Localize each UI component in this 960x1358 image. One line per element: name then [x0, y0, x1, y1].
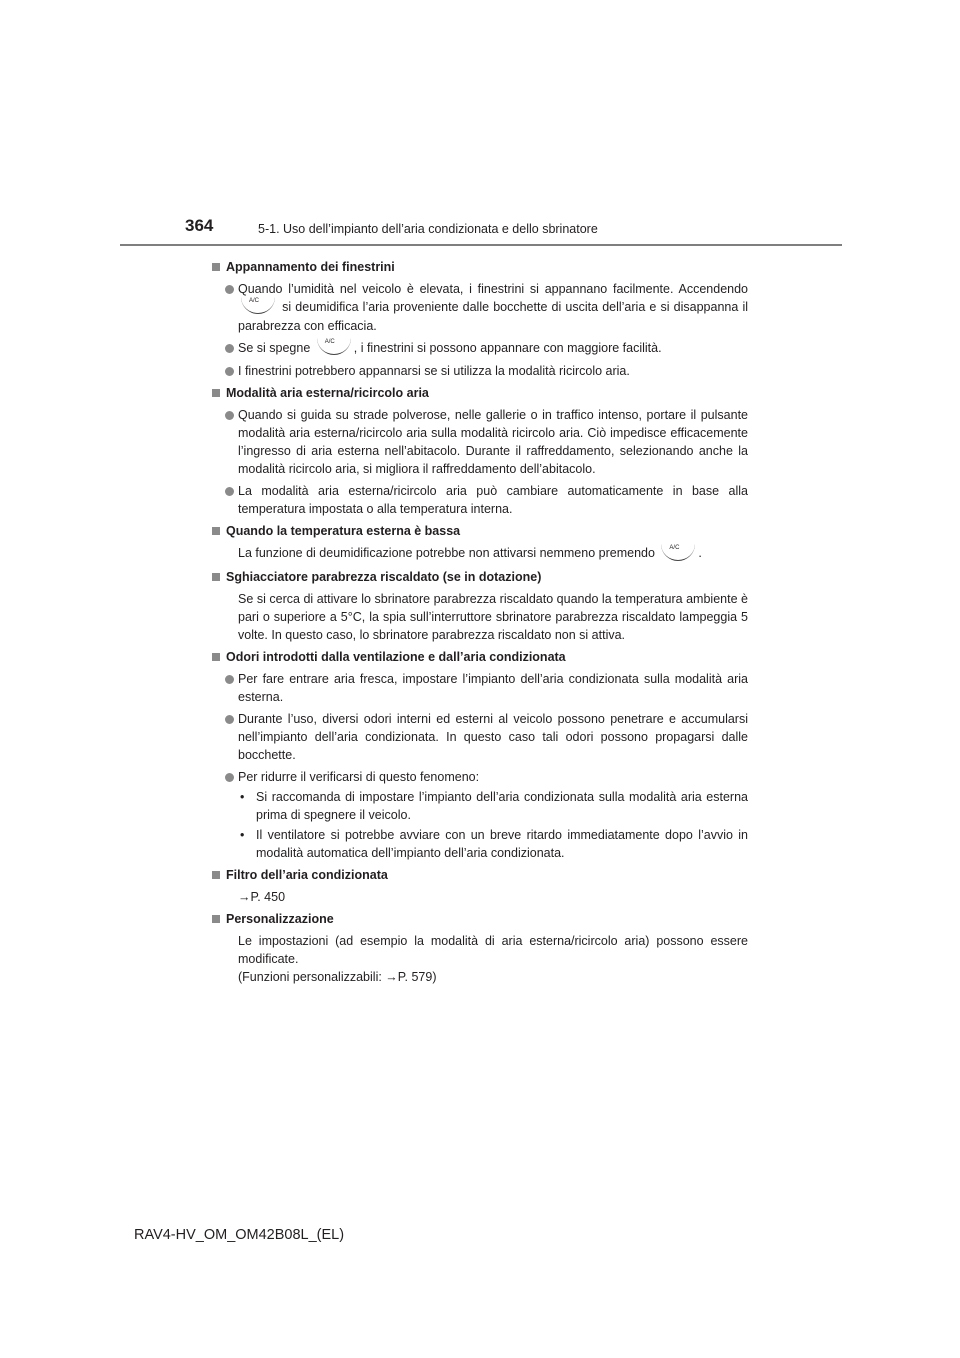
ac-button-icon — [241, 295, 275, 314]
heading-custom: Personalizzazione — [212, 910, 748, 928]
para-low-temp — [212, 544, 748, 563]
text: La funzione di deumidificazione potrebbe non attivarsi nemmeno premendo — [238, 546, 655, 561]
bullet-odors-2: Durante l’uso, diversi odori interni ed esterni al veicolo possono penetrare e accumularsi nell’impianto dell’aria condizionata. In questo caso tali odori possono propagarsi dalle bocchette. — [212, 710, 748, 764]
text: Le impostazioni (ad esempio la modalità di aria esterna/ricircolo aria) possono essere modificate. — [238, 933, 748, 966]
text: si deumidifica l’aria proveniente dalle bocchette di uscita dell’aria e si disappanna il parabrezza con efficacia. — [238, 300, 748, 334]
link-filter-ref[interactable]: →P. 450 — [238, 889, 286, 904]
ac-label: A/C — [669, 544, 680, 551]
para-deicer: Se si cerca di attivare lo sbrinatore parabrezza riscaldato quando la temperatura ambiente è pari o superiore a 5°C, la spia sull’interruttore sbrinatore parabrezza riscaldato lampeggia 5 volte. In questo caso, lo sbrinatore parabrezza riscaldato non si attiva. — [238, 591, 748, 642]
sub-odors-1: • Si raccomanda di impostare l’impianto dell’aria condizionata sulla modalità aria esterna prima di spegnere il veicolo. — [212, 788, 748, 824]
text: Se si spegne — [238, 341, 311, 356]
text: Quando l’umidità nel veicolo è elevata, i finestrini si appannano facilmente. Accendendo — [238, 282, 748, 296]
heading-recirc: Modalità aria esterna/ricircolo aria — [212, 384, 748, 402]
bullet-fog-1 — [212, 280, 748, 335]
heading-odors: Odori introdotti dalla ventilazione e dall’aria condizionata — [212, 648, 748, 666]
page-content — [212, 254, 748, 986]
heading-low-temp: Quando la temperatura esterna è bassa — [212, 522, 748, 540]
sub-odors-2: • Il ventilatore si potrebbe avviare con un breve ritardo immediatamente dopo l’avvio in modalità automatica dell’impianto dell’aria condizionata. — [212, 826, 748, 862]
header-rule — [120, 244, 842, 246]
link-custom-ref[interactable]: (Funzioni personalizzabili: →P. 579) — [238, 969, 437, 984]
chapter-title: 5-1. Uso dell’impianto dell’aria condizionata e dello sbrinatore — [258, 222, 598, 236]
heading-fog: Appannamento dei finestrini — [212, 258, 748, 276]
heading-filter: Filtro dell’aria condizionata — [212, 866, 748, 884]
ac-button-icon — [661, 542, 695, 561]
para-custom — [212, 932, 748, 986]
ac-label: A/C — [249, 298, 260, 305]
bullet-odors-3: Per ridurre il verificarsi di questo fenomeno: — [212, 768, 748, 786]
ac-label: A/C — [324, 339, 335, 346]
text: , i finestrini si possono appannare con maggiore facilità. — [353, 341, 662, 356]
footer-code: RAV4-HV_OM_OM42B08L_(EL) — [134, 1227, 345, 1243]
ac-button-icon — [317, 336, 351, 355]
bullet-recirc-1: Quando si guida su strade polverose, nelle gallerie o in traffico intenso, portare il pulsante modalità aria esterna/ricircolo aria sulla modalità ricircolo aria. Ciò impedisce efficacemente l’ingresso di aria esterna nell’abitacolo. Durante il raffreddamento, selezionando anche la modalità ricircolo aria, si migliora il raffreddamento dell’abitacolo. — [212, 406, 748, 478]
bullet-fog-3: I finestrini potrebbero appannarsi se si utilizza la modalità ricircolo aria. — [212, 362, 748, 380]
text: . — [698, 546, 702, 561]
heading-deicer: Sghiacciatore parabrezza riscaldato (se in dotazione) — [212, 568, 748, 586]
page-number: 364 — [185, 216, 214, 235]
bullet-odors-1: Per fare entrare aria fresca, impostare l’impianto dell’aria condizionata sulla modalità aria esterna. — [212, 670, 748, 706]
bullet-fog-2 — [212, 339, 748, 358]
bullet-recirc-2: La modalità aria esterna/ricircolo aria può cambiare automaticamente in base alla temperatura impostata o alla temperatura interna. — [212, 482, 748, 518]
